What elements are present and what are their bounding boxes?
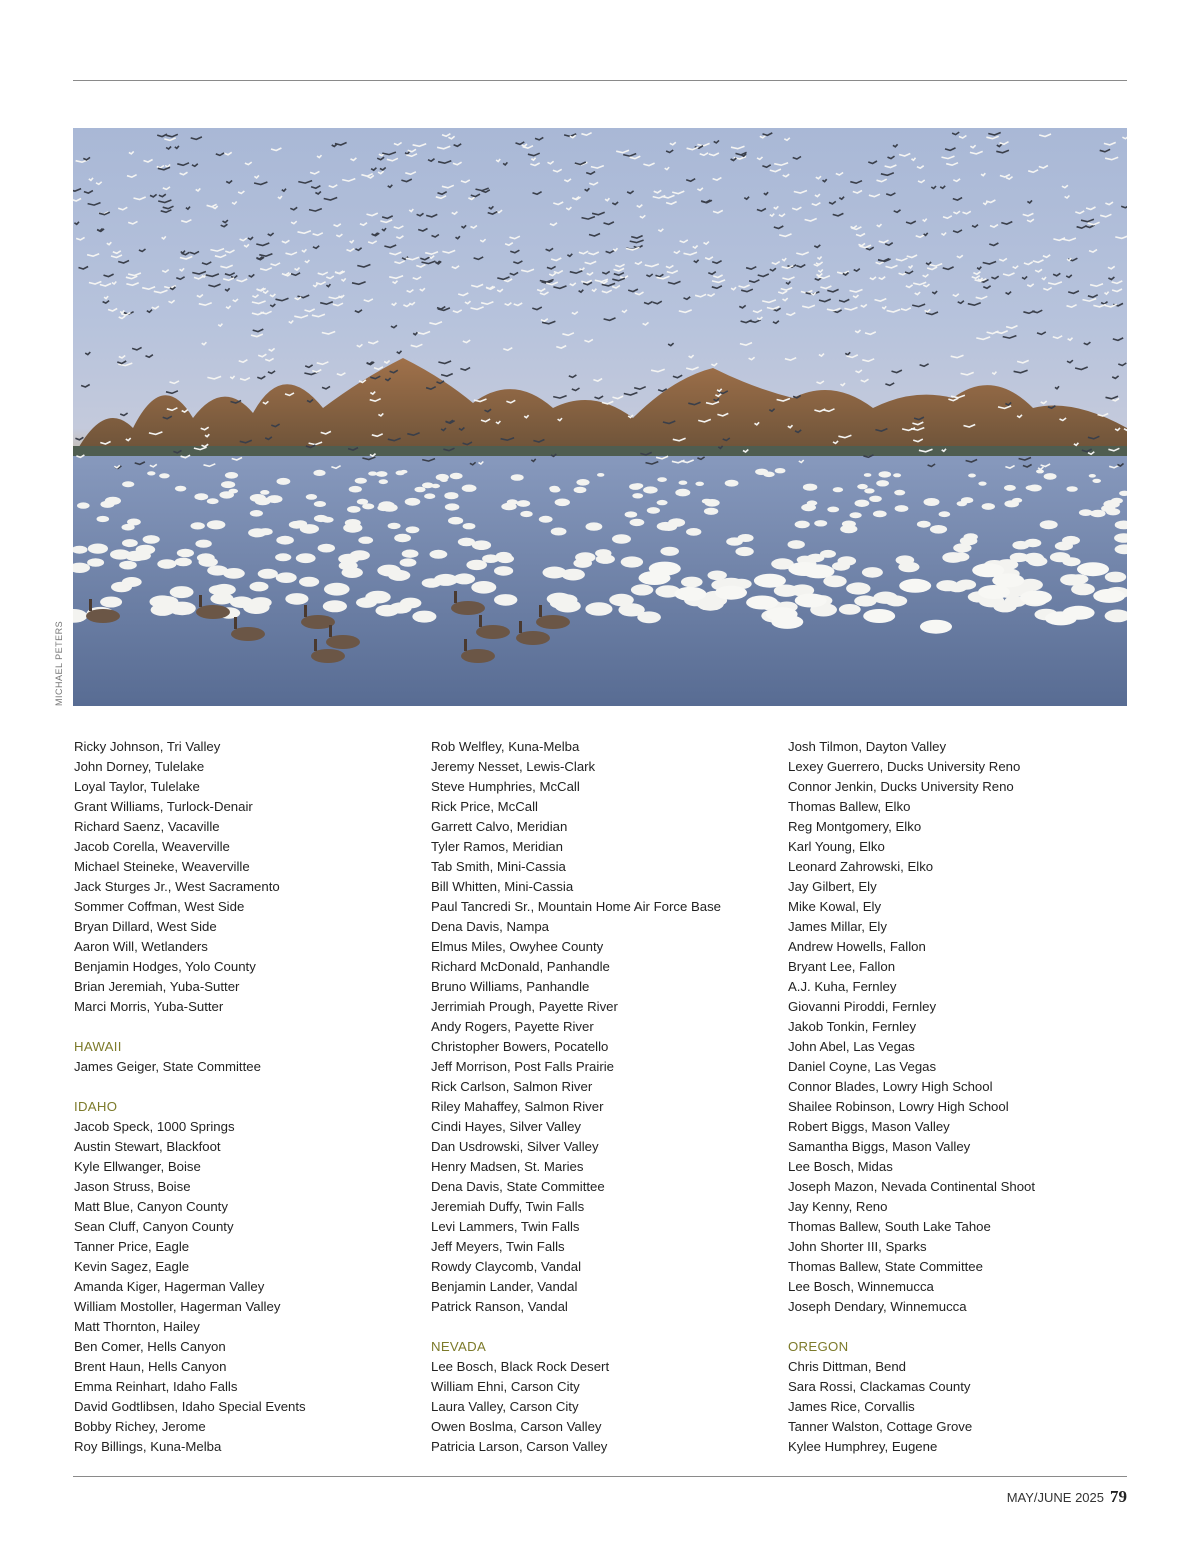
member-entry: Brian Jeremiah, Yuba-Sutter <box>74 979 240 994</box>
member-entry: John Abel, Las Vegas <box>788 1039 915 1054</box>
member-entry: Connor Jenkin, Ducks University Reno <box>788 779 1014 794</box>
member-entry: Rowdy Claycomb, Vandal <box>431 1259 582 1274</box>
member-entry: Tanner Walston, Cottage Grove <box>788 1419 973 1434</box>
member-entry: Leonard Zahrowski, Elko <box>788 859 934 874</box>
member-entry: Henry Madsen, St. Maries <box>431 1159 584 1174</box>
member-entry: Jeff Morrison, Post Falls Prairie <box>431 1059 614 1074</box>
member-entry: David Godtlibsen, Idaho Special Events <box>74 1399 306 1414</box>
member-entry: Chris Dittman, Bend <box>788 1359 906 1374</box>
member-entry: Richard Saenz, Vacaville <box>74 819 220 834</box>
state-heading: NEVADA <box>431 1339 487 1354</box>
member-entry: Christopher Bowers, Pocatello <box>431 1039 609 1054</box>
member-entry: Jay Kenny, Reno <box>788 1199 888 1214</box>
member-entry: Jay Gilbert, Ely <box>788 879 877 894</box>
member-entry: Dena Davis, Nampa <box>431 919 550 934</box>
top-rule <box>73 80 1127 81</box>
photo-illustration <box>73 128 1127 706</box>
member-entry: Jeremy Nesset, Lewis-Clark <box>431 759 596 774</box>
member-entry: Jacob Corella, Weaverville <box>74 839 230 854</box>
member-entry: Marci Morris, Yuba-Sutter <box>74 999 224 1014</box>
page-number: 79 <box>1110 1487 1127 1506</box>
member-entry: Aaron Will, Wetlanders <box>74 939 208 954</box>
member-entry: Dena Davis, State Committee <box>431 1179 605 1194</box>
member-entry: Daniel Coyne, Las Vegas <box>788 1059 937 1074</box>
member-entry: Cindi Hayes, Silver Valley <box>431 1119 582 1134</box>
member-entry: Matt Blue, Canyon County <box>74 1199 228 1214</box>
member-entry: Riley Mahaffey, Salmon River <box>431 1099 604 1114</box>
member-entry: Thomas Ballew, State Committee <box>788 1259 983 1274</box>
member-entry: Mike Kowal, Ely <box>788 899 882 914</box>
member-entry: Austin Stewart, Blackfoot <box>74 1139 221 1154</box>
member-entry: Kyle Ellwanger, Boise <box>74 1159 201 1174</box>
member-entry: Karl Young, Elko <box>788 839 885 854</box>
member-entry: James Millar, Ely <box>788 919 887 934</box>
member-entry: Bobby Richey, Jerome <box>74 1419 206 1434</box>
state-heading: IDAHO <box>74 1099 118 1114</box>
member-entry: Roy Billings, Kuna-Melba <box>74 1439 222 1454</box>
member-entry: Sara Rossi, Clackamas County <box>788 1379 971 1394</box>
member-entry: Emma Reinhart, Idaho Falls <box>74 1379 238 1394</box>
member-entry: William Mostoller, Hagerman Valley <box>74 1299 281 1314</box>
issue-date: MAY/JUNE 2025 <box>1006 1490 1104 1505</box>
member-entry: Shailee Robinson, Lowry High School <box>788 1099 1009 1114</box>
member-entry: Joseph Mazon, Nevada Continental Shoot <box>788 1179 1036 1194</box>
member-entry: Joseph Dendary, Winnemucca <box>788 1299 967 1314</box>
member-entry: Andrew Howells, Fallon <box>788 939 926 954</box>
member-entry: Rick Carlson, Salmon River <box>431 1079 593 1094</box>
member-entry: Owen Boslma, Carson Valley <box>431 1419 602 1434</box>
member-entry: Patricia Larson, Carson Valley <box>431 1439 608 1454</box>
member-entry: Bruno Williams, Panhandle <box>431 979 590 994</box>
member-entry: Michael Steineke, Weaverville <box>74 859 250 874</box>
member-entry: Connor Blades, Lowry High School <box>788 1079 993 1094</box>
member-entry: Josh Tilmon, Dayton Valley <box>788 739 947 754</box>
member-entry: Patrick Ranson, Vandal <box>431 1299 568 1314</box>
member-entry: Thomas Ballew, Elko <box>788 799 911 814</box>
member-entry: Thomas Ballew, South Lake Tahoe <box>788 1219 991 1234</box>
name-column-2 <box>431 737 771 1457</box>
member-entry: Rick Price, McCall <box>431 799 538 814</box>
member-entry: Jeremiah Duffy, Twin Falls <box>431 1199 585 1214</box>
section-spacer <box>74 1077 414 1097</box>
section-spacer <box>74 1017 414 1037</box>
member-entry: Jakob Tonkin, Fernley <box>788 1019 917 1034</box>
section-spacer <box>788 1317 1128 1337</box>
photo-credit: MICHAEL PETERS <box>54 620 64 706</box>
member-entry: Grant Williams, Turlock-Denair <box>74 799 253 814</box>
member-entry: Lexey Guerrero, Ducks University Reno <box>788 759 1021 774</box>
member-entry: Elmus Miles, Owyhee County <box>431 939 604 954</box>
member-entry: Garrett Calvo, Meridian <box>431 819 568 834</box>
member-entry: Ricky Johnson, Tri Valley <box>74 739 221 754</box>
name-column-1 <box>74 737 414 1457</box>
member-entry: Lee Bosch, Midas <box>788 1159 893 1174</box>
member-entry: Brent Haun, Hells Canyon <box>74 1359 227 1374</box>
member-entry: A.J. Kuha, Fernley <box>788 979 897 994</box>
member-entry: James Geiger, State Committee <box>74 1059 261 1074</box>
member-entry: Lee Bosch, Winnemucca <box>788 1279 934 1294</box>
member-entry: Kylee Humphrey, Eugene <box>788 1439 938 1454</box>
member-entry: Bryant Lee, Fallon <box>788 959 896 974</box>
member-entry: Benjamin Lander, Vandal <box>431 1279 578 1294</box>
photo-snow-geese-wetland <box>73 128 1127 706</box>
member-entry: Jason Struss, Boise <box>74 1179 191 1194</box>
member-entry: Jeff Meyers, Twin Falls <box>431 1239 565 1254</box>
member-entry: Tyler Ramos, Meridian <box>431 839 563 854</box>
member-entry: Rob Welfley, Kuna-Melba <box>431 739 580 754</box>
member-entry: Richard McDonald, Panhandle <box>431 959 610 974</box>
member-entry: Benjamin Hodges, Yolo County <box>74 959 256 974</box>
member-entry: Robert Biggs, Mason Valley <box>788 1119 950 1134</box>
member-entry: Jack Sturges Jr., West Sacramento <box>74 879 280 894</box>
member-entry: James Rice, Corvallis <box>788 1399 915 1414</box>
member-entry: Tanner Price, Eagle <box>74 1239 190 1254</box>
member-entry: Laura Valley, Carson City <box>431 1399 579 1414</box>
member-entry: Matt Thornton, Hailey <box>74 1319 200 1334</box>
member-entry: Samantha Biggs, Mason Valley <box>788 1139 971 1154</box>
member-entry: Kevin Sagez, Eagle <box>74 1259 190 1274</box>
member-entry: Jerrimiah Prough, Payette River <box>431 999 618 1014</box>
member-entry: Paul Tancredi Sr., Mountain Home Air Force Base <box>431 899 722 914</box>
bottom-rule <box>73 1476 1127 1477</box>
member-entry: Steve Humphries, McCall <box>431 779 580 794</box>
member-entry: Reg Montgomery, Elko <box>788 819 922 834</box>
member-entry: Sean Cluff, Canyon County <box>74 1219 234 1234</box>
section-spacer <box>431 1317 771 1337</box>
member-entry: Bryan Dillard, West Side <box>74 919 217 934</box>
member-entry: Jacob Speck, 1000 Springs <box>74 1119 235 1134</box>
member-entry: Tab Smith, Mini-Cassia <box>431 859 566 874</box>
name-column-3 <box>788 737 1128 1457</box>
member-entry: William Ehni, Carson City <box>431 1379 580 1394</box>
treeline <box>73 358 1127 458</box>
member-entry: Bill Whitten, Mini-Cassia <box>431 879 574 894</box>
member-entry: Lee Bosch, Black Rock Desert <box>431 1359 610 1374</box>
state-heading: OREGON <box>788 1339 849 1354</box>
member-entry: Amanda Kiger, Hagerman Valley <box>74 1279 265 1294</box>
member-entry: Giovanni Piroddi, Fernley <box>788 999 937 1014</box>
page-footer <box>1007 1487 1127 1507</box>
member-entry: Dan Usdrowski, Silver Valley <box>431 1139 599 1154</box>
member-entry: Andy Rogers, Payette River <box>431 1019 594 1034</box>
member-entry: John Shorter III, Sparks <box>788 1239 927 1254</box>
member-entry: Sommer Coffman, West Side <box>74 899 245 914</box>
state-heading: HAWAII <box>74 1039 122 1054</box>
member-entry: Ben Comer, Hells Canyon <box>74 1339 226 1354</box>
member-entry: John Dorney, Tulelake <box>74 759 205 774</box>
member-entry: Levi Lammers, Twin Falls <box>431 1219 580 1234</box>
member-entry: Loyal Taylor, Tulelake <box>74 779 200 794</box>
